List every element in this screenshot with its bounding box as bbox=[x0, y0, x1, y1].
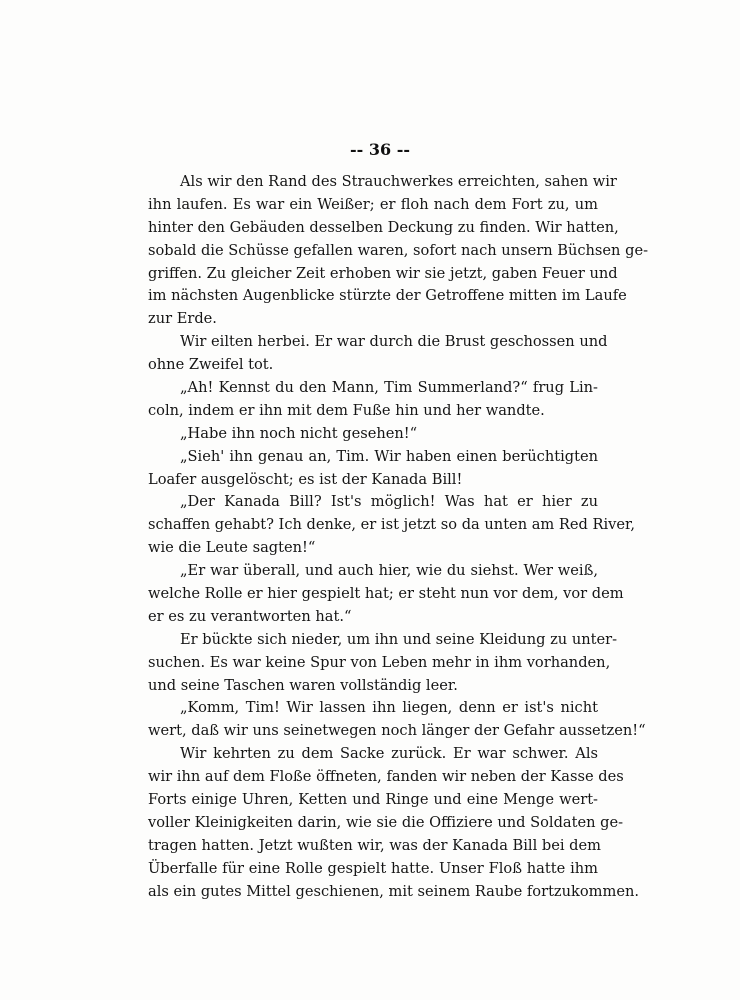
body-text bbox=[148, 171, 649, 904]
text-line: griffen. Zu gleicher Zeit erhoben wir sie jetzt, gaben Feuer und bbox=[148, 264, 618, 282]
text-line: ihn laufen. Es war ein Weißer; er floh nach dem Fort zu, um bbox=[148, 195, 598, 213]
text-line: wert, daß wir uns seinetwegen noch länger der Gefahr aussetzen!“ bbox=[148, 722, 646, 740]
text-line: zur Erde. bbox=[148, 310, 217, 328]
text-line: welche Rolle er hier gespielt hat; er steht nun vor dem, vor dem bbox=[148, 585, 624, 603]
text-line: wir ihn auf dem Floße öffneten, fanden wir neben der Kasse des bbox=[148, 768, 624, 786]
text-line: Überfalle für eine Rolle gespielt hatte. Unser Floß hatte ihm bbox=[148, 859, 598, 877]
text-line: schaffen gehabt? Ich denke, er ist jetzt so da unten am Red River, bbox=[148, 516, 636, 534]
text-line: „Sieh' ihn genau an, Tim. Wir haben einen berüchtigten bbox=[180, 447, 598, 465]
text-line: sobald die Schüsse gefallen waren, sofort nach unsern Büchsen ge- bbox=[148, 241, 649, 259]
text-line: Als wir den Rand des Strauchwerkes erreichten, sahen wir bbox=[180, 173, 617, 190]
text-line: wie die Leute sagten!“ bbox=[148, 539, 316, 557]
text-line: Wir eilten herbei. Er war durch die Brust geschossen und bbox=[180, 333, 608, 351]
text-line: hinter den Gebäuden desselben Deckung zu finden. Wir hatten, bbox=[148, 218, 619, 236]
text-line: „Er war überall, und auch hier, wie du siehst. Wer weiß, bbox=[180, 562, 598, 580]
text-line: „Ah! Kennst du den Mann, Tim Summerland?“ frug Lin- bbox=[180, 379, 598, 397]
text-line: und seine Taschen waren vollständig leer. bbox=[148, 676, 458, 694]
text-line: coln, indem er ihn mit dem Fuße hin und her wandte. bbox=[148, 401, 545, 419]
text-line: er es zu verantworten hat.“ bbox=[148, 607, 352, 625]
text-line: voller Kleinigkeiten darin, wie sie die Offiziere und Soldaten ge- bbox=[148, 813, 624, 831]
text-line: Forts einige Uhren, Ketten und Ringe und eine Menge wert- bbox=[148, 791, 598, 809]
text-line: „Komm, Tim! Wir lassen ihn liegen, denn er ist's nicht bbox=[180, 699, 598, 717]
text-line: Loafer ausgelöscht; es ist der Kanada Bill! bbox=[148, 470, 463, 488]
text-line: suchen. Es war keine Spur von Leben mehr in ihm vorhanden, bbox=[148, 653, 611, 671]
text-line: tragen hatten. Jetzt wußten wir, was der Kanada Bill bei dem bbox=[148, 836, 601, 854]
text-line: Wir kehrten zu dem Sacke zurück. Er war schwer. Als bbox=[180, 745, 598, 763]
text-line: „Habe ihn noch nicht gesehen!“ bbox=[180, 424, 418, 442]
text-line: als ein gutes Mittel geschienen, mit seinem Raube fortzukommen. bbox=[148, 882, 639, 900]
text-line: im nächsten Augenblicke stürzte der Getroffene mitten im Laufe bbox=[148, 287, 627, 305]
text-line: ohne Zweifel tot. bbox=[148, 356, 274, 374]
page-number: -- 36 -- bbox=[350, 140, 410, 159]
text-line: Er bückte sich nieder, um ihn und seine Kleidung zu unter- bbox=[180, 630, 618, 648]
text-line: „Der Kanada Bill? Ist's möglich! Was hat er hier zu bbox=[180, 493, 598, 511]
